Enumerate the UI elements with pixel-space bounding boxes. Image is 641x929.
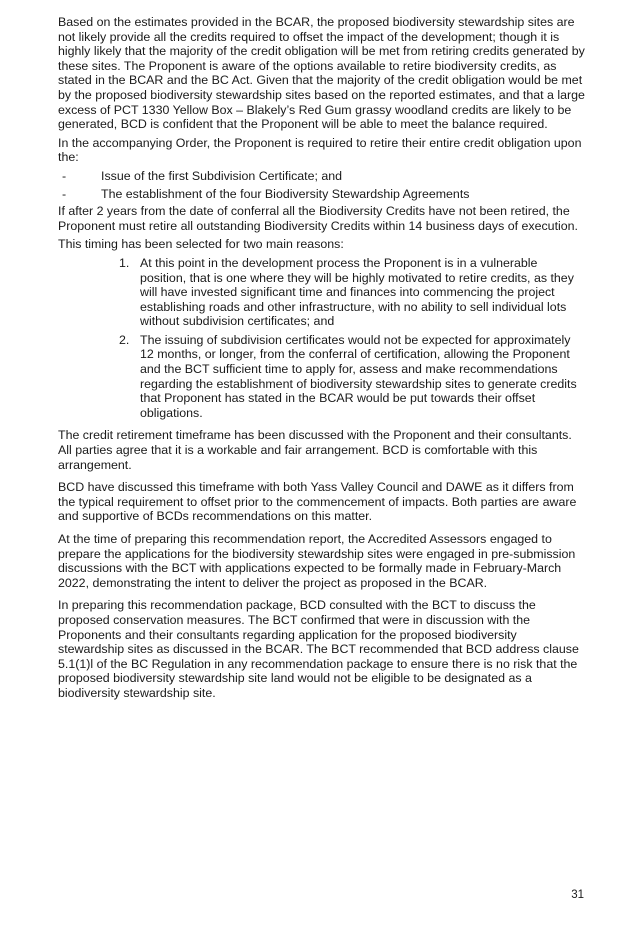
paragraph-bct-consultation: In preparing this recommendation package, BCD consulted with the BCT to discuss the proposed conservation measures. The BCT confirmed that were in discussion with the Proponents and their consultants regarding application for the proposed biodiversity stewardship sites as discussed in the BCAR. The BCT recommended that BCD address clause 5.1(1)l of the BC Regulation in any recommendation package to ensure there is no risk that the proposed biodiversity stewardship site land would not be eligible to be designated as a biodiversity stewardship site.: [58, 598, 579, 700]
retirement-conditions-list: [58, 169, 586, 201]
dash-marker: -: [62, 186, 67, 201]
document-body: [58, 15, 586, 709]
paragraph-timing-reasons-intro: This timing has been selected for two main reasons:: [58, 237, 344, 252]
list-item: [58, 256, 586, 329]
list-item: [58, 169, 586, 184]
timing-reasons-list: [58, 256, 586, 421]
paragraph-credit-estimates: Based on the estimates provided in the BCAR, the proposed biodiversity stewardship sites are not likely provide all the credits required to offset the impact of the development; though it is highly likely that the majority of the credit obligation will be met from retiring credits generated by these sites. The Proponent is aware of the options available to retire biodiversity credits, as stated in the BCAR and the BC Act. Given that the majority of the credit obligation would be met by the proposed biodiversity stewardship sites based on the reported estimates, and that a large excess of PCT 1330 Yellow Box – Blakely’s Red Gum grassy woodland credits are likely to be generated, BCD is confident that the Proponent will be able to meet the balance required.: [58, 15, 585, 132]
list-item-text: The establishment of the four Biodiversity Stewardship Agreements: [101, 186, 470, 201]
dash-marker: -: [62, 168, 67, 183]
list-number: 1.: [119, 255, 130, 270]
paragraph-accredited-assessors: At the time of preparing this recommendation report, the Accredited Assessors engaged to prepare the applications for the biodiversity stewardship sites were engaged in pre-submission discussions with the BCT with applications expected to be formally made in February-March 2022, demonstrating the intent to deliver the project as proposed in the BCAR.: [58, 532, 576, 590]
paragraph-credit-timeframe: The credit retirement timeframe has been discussed with the Proponent and their consultants. All parties agree that it is a workable and fair arrangement. BCD is comfortable with this arrangement.: [58, 428, 572, 472]
list-item-text: At this point in the development process the Proponent is in a vulnerable position, that is one where they will be highly motivated to retire credits, as they will have invested significant time and finances into commencing the project establishing roads and other infrastructure, with no ability to sell individual lots without subdivision certificates; and: [140, 255, 574, 329]
list-item: [58, 187, 586, 202]
list-item-text: The issuing of subdivision certificates would not be expected for approximately 12 months, or longer, from the conferral of certification, allowing the Proponent and the BCT sufficient time to apply for, assess and make recommendations regarding the establishment of biodiversity stewardship sites to generate credits that Proponent has stated in the BCAR would be put towards their offset obligations.: [140, 332, 577, 420]
paragraph-two-year-deadline: If after 2 years from the date of conferral all the Biodiversity Credits have not been retired, the Proponent must retire all outstanding Biodiversity Credits within 14 business days of execution.: [58, 204, 578, 233]
list-number: 2.: [119, 332, 130, 347]
list-item: [58, 333, 586, 421]
paragraph-accompanying-order: In the accompanying Order, the Proponent is required to retire their entire credit obligation upon the:: [58, 135, 582, 165]
paragraph-council-dawe: BCD have discussed this timeframe with both Yass Valley Council and DAWE as it differs from the typical requirement to offset prior to the commencement of impacts. Both parties are aware and supportive of BCDs recommendations on this matter.: [58, 480, 577, 524]
page-number: 31: [571, 889, 584, 901]
list-item-text: Issue of the first Subdivision Certificate; and: [101, 168, 343, 183]
